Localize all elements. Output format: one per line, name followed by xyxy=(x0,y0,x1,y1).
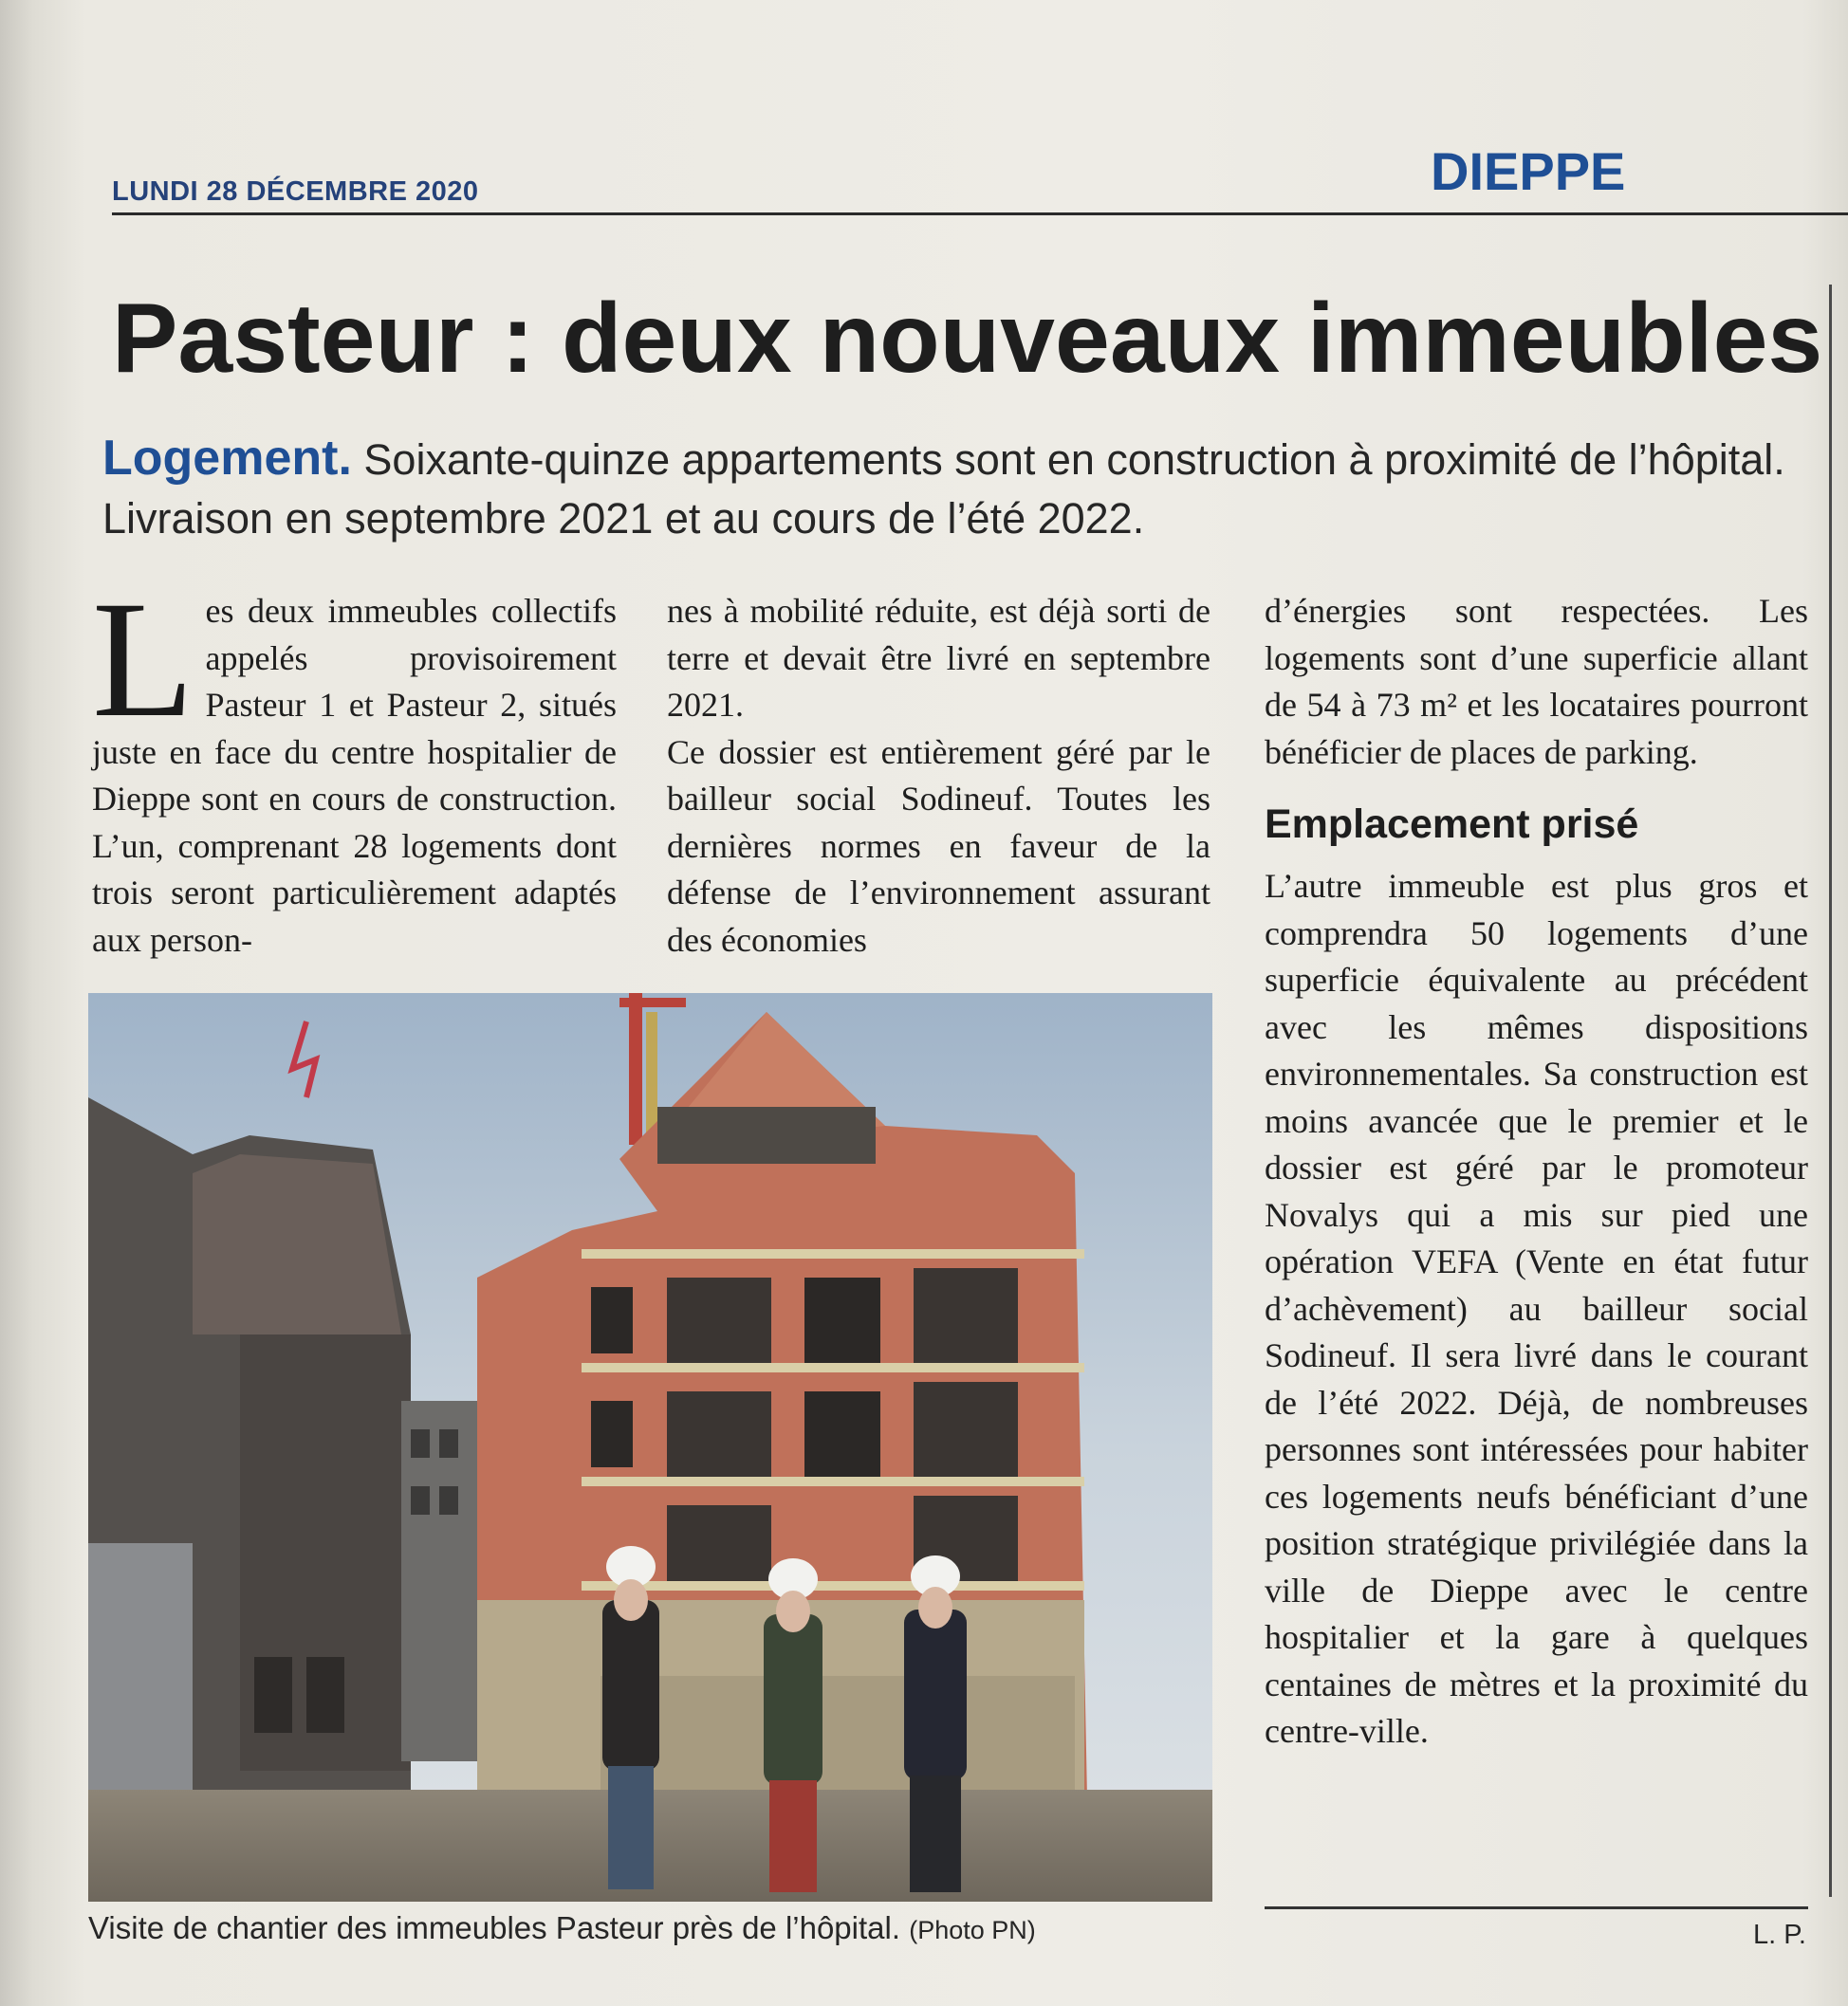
column-1-paragraph: es deux immeubles collectifs appelés provisoirement Pasteur 1 et Pasteur 2, situés juste en face du centre hospitalier de Dieppe sont en cours de construction. L’un, comprenant 28 logements dont trois seront particulièrement adaptés aux person- xyxy=(92,592,617,959)
deck-text: Soixante-quinze appartements sont en construction à proximité de l’hôpital. Livraison en septembre 2021 et au cours de l’été 2022. xyxy=(102,435,1785,543)
author-byline: L. P. xyxy=(1753,1920,1806,1950)
photo-caption xyxy=(88,1910,1036,1946)
column-2-paragraph-1: nes à mobilité réduite, est déjà sorti de terre et devait être livré en septembre 2021. xyxy=(667,592,1210,724)
header-divider xyxy=(112,212,1848,215)
article-subheading: Emplacement prisé xyxy=(1265,801,1639,847)
drop-cap: L xyxy=(92,567,194,752)
article-headline: Pasteur : deux nouveaux immeubles xyxy=(112,284,1823,394)
caption-text: Visite de chantier des immeubles Pasteur près de l’hôpital. xyxy=(88,1910,901,1945)
issue-date: LUNDI 28 DÉCEMBRE 2020 xyxy=(112,176,479,207)
column-3-paragraph-1: d’énergies sont respectées. Les logements sont d’une superficie allant de 54 à 73 m² et les locataires pourront bénéficier de places de parking. xyxy=(1265,592,1808,771)
article-column-1 xyxy=(92,567,617,964)
column-border xyxy=(1829,285,1832,1897)
column-end-divider xyxy=(1265,1906,1808,1909)
article-column-2 xyxy=(667,588,1210,964)
article-column-3 xyxy=(1265,588,1808,1756)
deck-kicker: Logement. xyxy=(102,431,352,486)
column-2-paragraph-2: Ce dossier est entièrement géré par le bailleur social Sodineuf. Toutes les dernières normes en faveur de la défense de l’environnement assurant des économies xyxy=(667,732,1210,959)
article-deck xyxy=(102,429,1820,548)
section-title: DIEPPE xyxy=(1431,141,1626,201)
column-3-paragraph-2: L’autre immeuble est plus gros et comprendra 50 logements d’une superficie équivalente au précédent avec les mêmes dispositions environnementales. Sa construction est moins avancée que le premier et le dossier est géré par le promoteur Novalys qui a mis sur pied une opération VEFA (Vente en état futur d’achèvement) au bailleur social Sodineuf. Il sera livré dans le courant de l’été 2022. Déjà, de nombreuses personnes sont intéressées pour habiter ces logements neufs bénéficiant d’une position stratégique privilégiée dans la ville de Dieppe avec le centre hospitalier et la gare à quelques centaines de mètres et la proximité du centre-ville. xyxy=(1265,867,1808,1750)
photo-credit: (Photo PN) xyxy=(909,1916,1036,1944)
construction-site-photo xyxy=(88,993,1212,1902)
